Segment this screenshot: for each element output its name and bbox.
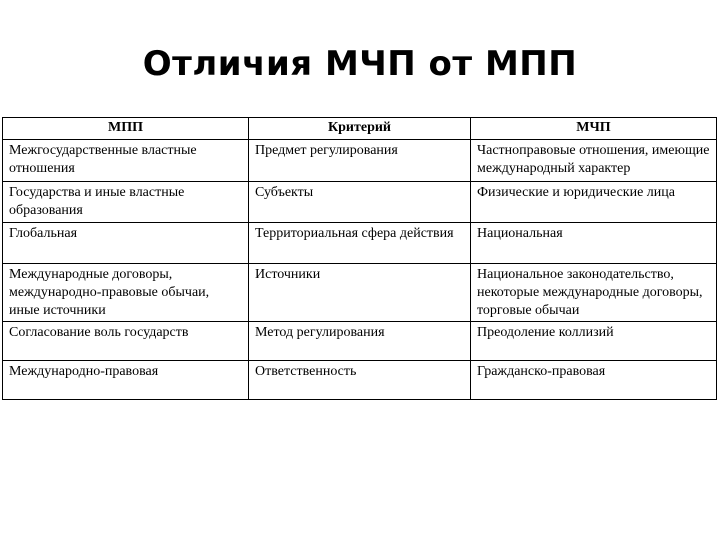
cell-mchp: Национальное законодательство, некоторые международные договоры, торговые обычаи	[471, 264, 717, 322]
cell-mchp: Физические и юридические лица	[471, 182, 717, 223]
cell-mchp: Преодоление коллизий	[471, 322, 717, 361]
cell-criterion: Предмет регулирования	[249, 140, 471, 182]
table-row	[3, 223, 717, 264]
cell-mpp: Государства и иные властные образования	[3, 182, 249, 223]
cell-mpp: Межгосударственные властные отношения	[3, 140, 249, 182]
header-mpp: МПП	[3, 118, 249, 140]
comparison-table	[2, 117, 716, 507]
cell-criterion: Источники	[249, 264, 471, 322]
cell-criterion: Ответственность	[249, 361, 471, 400]
cell-mpp: Глобальная	[3, 223, 249, 264]
cell-mpp: Согласование воль государств	[3, 322, 249, 361]
table-row	[3, 182, 717, 223]
table-row	[3, 322, 717, 361]
table-row	[3, 140, 717, 182]
header-mchp: МЧП	[471, 118, 717, 140]
cell-mchp: Частноправовые отношения, имеющие международный характер	[471, 140, 717, 182]
cell-criterion: Метод регулирования	[249, 322, 471, 361]
table-row	[3, 264, 717, 322]
cell-mchp: Гражданско-правовая	[471, 361, 717, 400]
slide-title: Отличия МЧП от МПП	[142, 44, 578, 84]
cell-mchp: Национальная	[471, 223, 717, 264]
table-header-row	[3, 118, 717, 140]
cell-mpp: Международные договоры, международно-правовые обычаи, иные источники	[3, 264, 249, 322]
table-row	[3, 361, 717, 400]
header-criterion: Критерий	[249, 118, 471, 140]
cell-criterion: Территориальная сфера действия	[249, 223, 471, 264]
cell-mpp: Международно-правовая	[3, 361, 249, 400]
cell-criterion: Субъекты	[249, 182, 471, 223]
